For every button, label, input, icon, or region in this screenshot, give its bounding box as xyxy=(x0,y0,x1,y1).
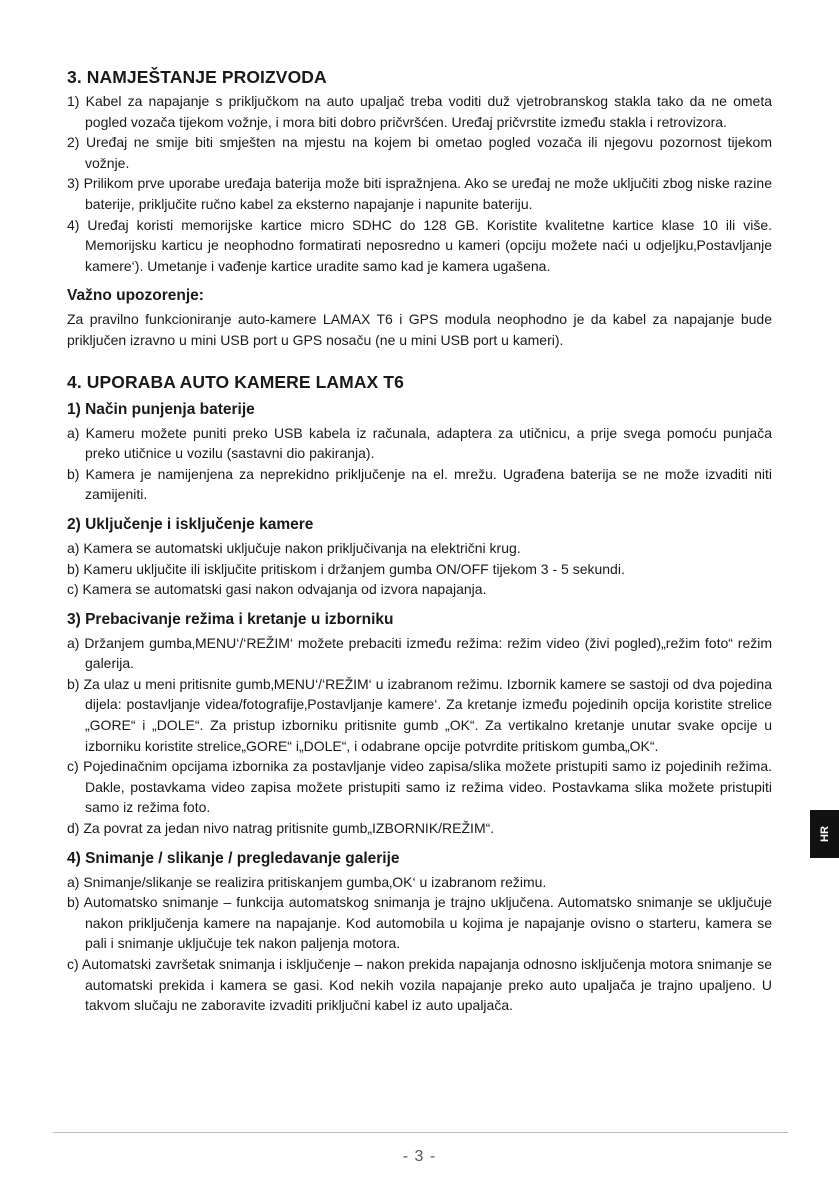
list-item: b) Kamera je namijenjena za neprekidno priključenje na el. mrežu. Ugrađena baterija se ne može izvaditi niti zamijeniti. xyxy=(67,465,772,503)
warning-text: Za pravilno funkcioniranje auto-kamere LAMAX T6 i GPS modula neophodno je da kabel za napajanje bude priključen izravno u mini USB port u GPS nosaču (ne u mini USB port u kameri). xyxy=(67,311,772,348)
document-body xyxy=(67,66,772,1016)
list-item: 3) Prilikom prve uporabe uređaja baterija može biti ispražnjena. Ako se uređaj ne može uključiti zbog niske razine baterije, priključite ručno kabel za eksterno napajanje i napunite bateriju. xyxy=(67,175,772,212)
power-list xyxy=(67,538,772,600)
list-item: b) Kameru uključite ili isključite pritiskom i držanjem gumba ON/OFF tijekom 3 - 5 sekundi. xyxy=(67,560,625,577)
list-item: 4) Uređaj koristi memorijske kartice micro SDHC do 128 GB. Koristite kvalitetne kartice klase 10 ili više. Memorijsku karticu je neophodno formatirati neposredno u kameri (opciju možete naći u odjeljku‚Postavljanje kamere‘). Umetanje i vađenje kartice uradite samo kad je kamera ugašena. xyxy=(67,216,772,274)
list-item: c) Automatski završetak snimanja i isključenje – nakon prekida napajanja odnosno isključenja motora snimanje se automatski prekida i kamera se gasi. Kod nekih vozila napajanje preko auto upaljača je trajno upaljeno. U takvom slučaju ne zaboravite izvaditi priključni kabel iz auto upaljača. xyxy=(67,956,772,1014)
list-item: a) Snimanje/slikanje se realizira pritiskanjem gumba‚OK‘ u izabranom režimu. xyxy=(67,873,547,890)
list-item: c) Kamera se automatski gasi nakon odvajanja od izvora napajanja. xyxy=(67,581,487,598)
list-item: b) Za ulaz u meni pritisnite gumb‚MENU‘/‘REŽIM‘ u izabranom režimu. Izbornik kamere se sastoji od dva pojedina dijela: postavljanje videa/fotografije‚Postavljanje kamere‘. Za kretanje između pojedinih opcija koristite strelice „GORE“ i „DOLE“. Za pristup izborniku pritisnite gumb „OK“. Za vertikalno kretanje unutar svake opcije u izborniku koristite strelice„GORE“ i„DOLE“, i odabrane opcije potvrdite pritiskom gumba„OK“. xyxy=(67,675,772,754)
list-item: c) Pojedinačnim opcijama izbornika za postavljanje video zapisa/slika možete pristupiti samo iz pojedinih režima. Dakle, postavkama video zapisa možete pristupiti samo iz režima video. Postavkama slika možete pristupiti samo iz režima foto. xyxy=(67,758,772,816)
list-item: a) Držanjem gumba‚MENU‘/‘REŽIM‘ možete prebaciti između režima: režim video (živi pogled)„režim foto“ režim galerija. xyxy=(67,634,772,672)
list-item: 2) Uređaj ne smije biti smješten na mjestu na kojem bi ometao pogled vozača ili njegovu pozornost tijekom vožnje. xyxy=(67,134,772,171)
language-tab xyxy=(810,810,839,858)
list-item: 1) Kabel za napajanje s priključkom na auto upaljač treba voditi duž vjetrobranskog stakla tako da ne ometa pogled vozača tijekom vožnje, i mora biti dobro pričvršćen. Uređaj pričvrstite između stakla i retrovizora. xyxy=(67,93,772,130)
subsection-title-recording: 4) Snimanje / slikanje / pregledavanje galerije xyxy=(67,849,400,867)
section-title-installation: 3. NAMJEŠTANJE PROIZVODA xyxy=(67,67,327,87)
section-title-usage: 4. UPORABA AUTO KAMERE LAMAX T6 xyxy=(67,371,404,392)
list-item: a) Kamera se automatski uključuje nakon priključivanja na električni krug. xyxy=(67,539,521,556)
subsection-title-charging: 1) Način punjenja baterije xyxy=(67,400,255,418)
installation-list xyxy=(67,91,772,276)
page-number: - 3 - xyxy=(402,1148,437,1165)
list-item: b) Automatsko snimanje – funkcija automatskog snimanja je trajno uključena. Automatsko snimanje se uključuje nakon priključenja kamere na napajanje. Kod automobila u kojima je napajanje ovisno o starteru, kamera se pali i snimanje uključuje tek nakon paljenja motora. xyxy=(67,894,772,952)
subsection-title-power: 2) Uključenje i isključenje kamere xyxy=(67,515,314,533)
language-tab-label: HR xyxy=(818,826,831,842)
list-item: d) Za povrat za jedan nivo natrag pritisnite gumb„IZBORNIK/REŽIM“. xyxy=(67,820,495,837)
modes-list xyxy=(67,633,772,839)
subsection-title-modes: 3) Prebacivanje režima i kretanje u izborniku xyxy=(67,610,394,628)
warning-title: Važno upozorenje: xyxy=(67,287,204,305)
charging-list xyxy=(67,423,772,505)
list-item: a) Kameru možete puniti preko USB kabela iz računala, adaptera za utičnicu, a prije svega pomoću punjača preko utičnice u vozilu (sastavni dio pakiranja). xyxy=(67,424,772,462)
footer-divider xyxy=(53,1132,788,1133)
recording-list xyxy=(67,872,772,1016)
